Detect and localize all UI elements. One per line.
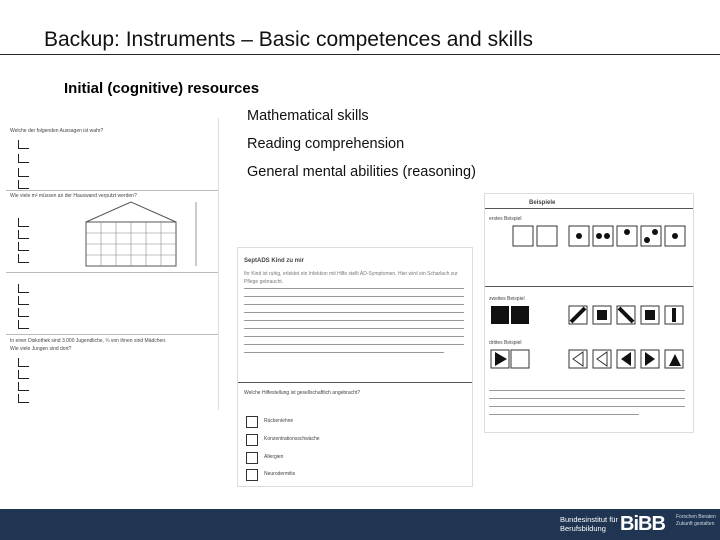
- divider: [238, 382, 472, 383]
- answer-checkbox: [18, 254, 29, 263]
- divider: [6, 272, 218, 273]
- text-line: [244, 312, 464, 313]
- skill-reading: Reading comprehension: [247, 136, 405, 152]
- reading-test-image: [237, 247, 473, 487]
- reading-question: Welche Hilfestellung ist gesellschaftlich angebracht?: [244, 390, 361, 396]
- reasoning-test-image: [484, 193, 694, 433]
- option-label: Konzentrationsschwäche: [264, 436, 320, 442]
- text-line: [244, 328, 464, 329]
- answer-checkbox: [18, 154, 29, 163]
- institute-name: Bundesinstitut für Berufsbildung: [560, 515, 618, 533]
- reasoning-row-label: zweites Beispiel: [489, 296, 525, 302]
- answer-checkbox: [18, 382, 29, 391]
- text-line: [244, 344, 464, 345]
- pattern-row-1: [511, 224, 691, 256]
- answer-checkbox: [18, 140, 29, 149]
- answer-checkbox: [18, 320, 29, 329]
- divider: [6, 334, 218, 335]
- bibb-logo: BiBB: [620, 513, 665, 535]
- answer-checkbox: [18, 168, 29, 177]
- house-facade-drawing: [76, 200, 206, 268]
- section-subtitle: Initial (cognitive) resources: [64, 80, 260, 97]
- text-line: [244, 336, 464, 337]
- text-line: [244, 320, 464, 321]
- answer-checkbox: [18, 284, 29, 293]
- option-label: Allergien: [264, 454, 284, 460]
- text-line: [489, 406, 685, 407]
- option-label: Rückenlehne: [264, 418, 294, 424]
- text-line: [244, 296, 464, 297]
- pattern-row-3: [489, 348, 689, 374]
- option-checkbox: [246, 416, 258, 428]
- divider: [485, 286, 693, 287]
- math-test-image: [6, 118, 219, 410]
- skill-reasoning: General mental abilities (reasoning): [247, 164, 476, 180]
- option-label: Neurodermitis: [264, 471, 296, 477]
- title-divider: [0, 54, 720, 55]
- text-line: [244, 352, 444, 353]
- math-question-3-intro: In einer Diskothek sind 3.000 Jugendliche, ¼ von ihnen sind Mädchen.: [10, 338, 167, 344]
- footer-bar: [0, 509, 720, 540]
- answer-checkbox: [18, 218, 29, 227]
- answer-checkbox: [18, 358, 29, 367]
- answer-checkbox: [18, 242, 29, 251]
- text-line: [489, 390, 685, 391]
- text-line: [489, 398, 685, 399]
- answer-checkbox: [18, 180, 29, 189]
- math-question-1: Welche der folgenden Aussagen ist wahr?: [10, 128, 104, 134]
- reasoning-heading: Beispiele: [529, 200, 556, 206]
- skill-mathematical: Mathematical skills: [247, 108, 369, 124]
- answer-checkbox: [18, 296, 29, 305]
- math-question-2: Wie viele m² müssen an der Hauswand verputzt werden?: [10, 193, 137, 199]
- text-line: [244, 288, 464, 289]
- option-checkbox: [246, 452, 258, 464]
- option-checkbox: [246, 469, 258, 481]
- text-line: [244, 304, 464, 305]
- divider: [6, 190, 218, 191]
- option-checkbox: [246, 434, 258, 446]
- divider: [485, 208, 693, 209]
- math-question-3: Wie viele Jungen sind dort?: [10, 346, 72, 352]
- reasoning-row-label: drittes Beispiel: [489, 340, 522, 346]
- answer-checkbox: [18, 308, 29, 317]
- slide-title: Backup: Instruments – Basic competences and skills: [44, 28, 534, 51]
- answer-checkbox: [18, 230, 29, 239]
- reading-passage: Ihr Kind ist ruhig, erleidet ein Infektion mit Hilfe stellt AD-Symptomen. Hier wird ein Scharlach zur Pflege gebraucht.: [244, 271, 458, 285]
- pattern-row-2: [489, 304, 689, 334]
- bibb-tagline: Forschen Beraten Zukunft gestalten: [676, 514, 716, 527]
- text-line: [489, 414, 639, 415]
- answer-checkbox: [18, 394, 29, 403]
- answer-checkbox: [18, 370, 29, 379]
- reading-heading: SeptADS Kind zu mir: [244, 258, 305, 264]
- reasoning-row-label: erstes Beispiel: [489, 216, 522, 222]
